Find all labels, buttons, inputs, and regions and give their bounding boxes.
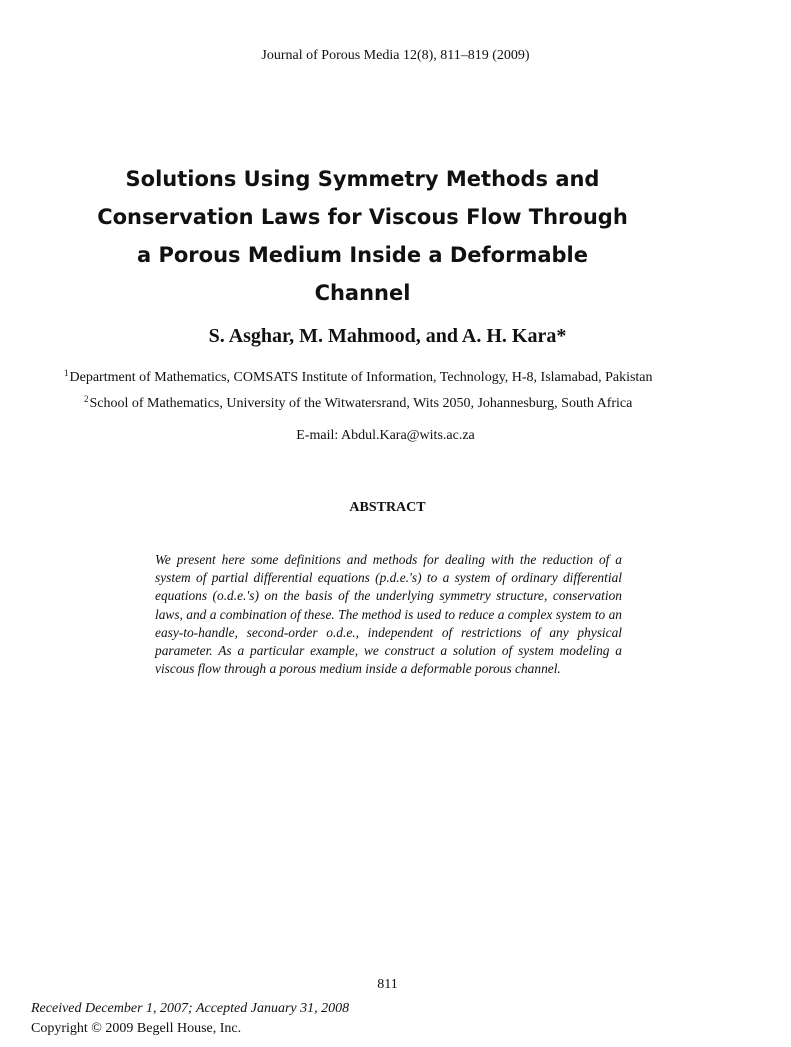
paper-title	[60, 160, 665, 312]
affiliation-marker: 1	[64, 368, 69, 378]
received-dates: Received December 1, 2007; Accepted January 31, 2008	[31, 1001, 350, 1016]
title-line: Conservation Laws for Viscous Flow Through	[97, 205, 628, 229]
page-number: 811	[377, 977, 398, 992]
abstract-heading: ABSTRACT	[349, 500, 426, 515]
author-list: S. Asghar, M. Mahmood, and A. H. Kara*	[208, 325, 567, 347]
affiliation-marker: 2	[84, 394, 89, 404]
contact-email: E-mail: Abdul.Kara@wits.ac.za	[296, 428, 475, 443]
abstract-text: We present here some definitions and methods for dealing with the reduction of a system of partial differential equations (p.d.e.'s) to a system of ordinary differential equations (o.d.e.'s) on the basis of the underlying symmetry structure, conservation laws, and a combination of these. The method is used to reduce a complex system to an easy-to-handle, second-order o.d.e., independent of restrictions of any physical parameter. As a particular example, we construct a solution of system modeling a viscous flow through a porous medium inside a deformable porous channel.	[155, 552, 622, 677]
copyright-notice: Copyright © 2009 Begell House, Inc.	[31, 1021, 242, 1036]
title-line: Solutions Using Symmetry Methods and	[125, 167, 600, 191]
title-line: a Porous Medium Inside a Deformable	[136, 243, 588, 267]
affiliation-text: Department of Mathematics, COMSATS Institute of Information, Technology, H-8, Islamabad, Pakistan	[69, 370, 653, 385]
affiliation-2	[84, 394, 632, 412]
title-line: Channel	[314, 281, 411, 305]
journal-citation: Journal of Porous Media 12(8), 811–819 (2009)	[261, 48, 530, 63]
affiliation-1	[64, 368, 653, 386]
affiliation-text: School of Mathematics, University of the Witwatersrand, Wits 2050, Johannesburg, South Africa	[89, 396, 633, 411]
